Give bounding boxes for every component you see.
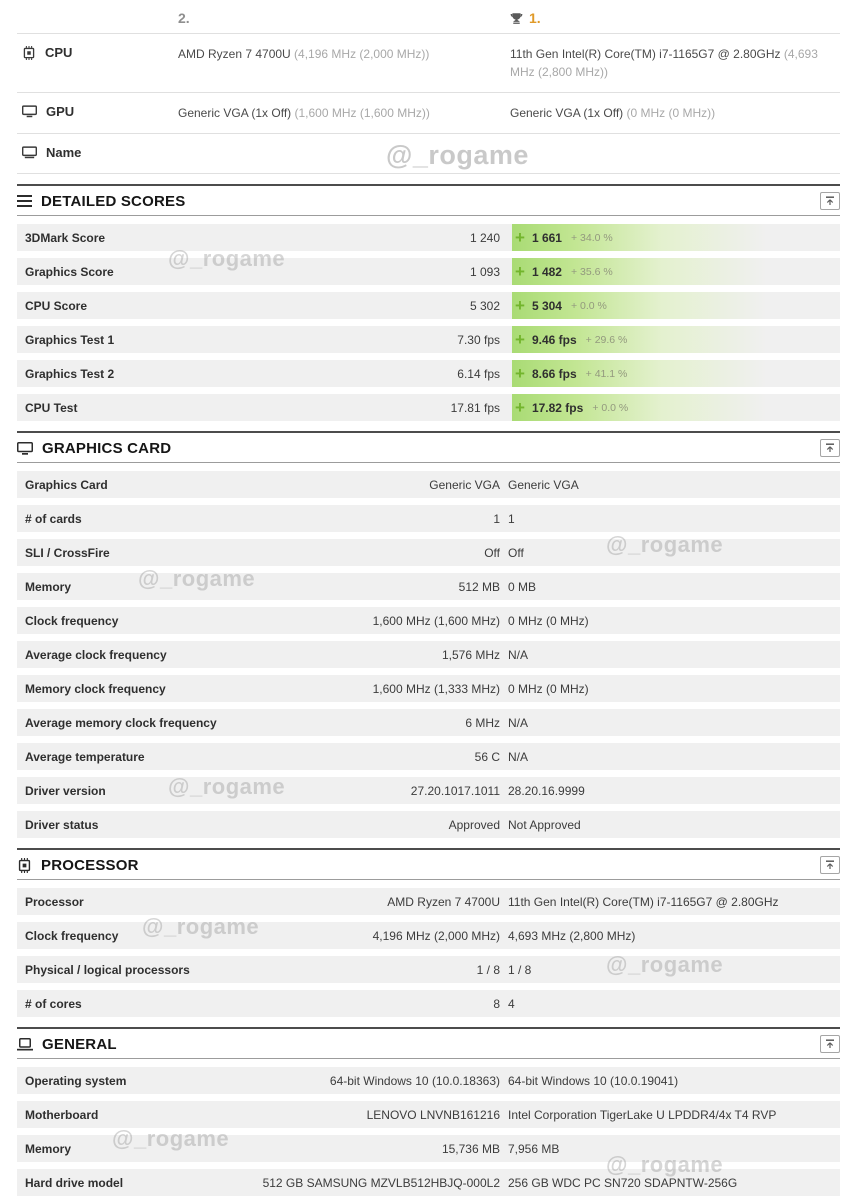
row-label: Driver status [25,817,99,832]
rank2-value: 512 MB [458,579,500,594]
laptop-icon [17,1038,33,1051]
info-row [17,505,840,532]
watermark: @_rogame [168,774,286,799]
rank1-value: Off [508,545,524,560]
score-row [17,326,840,353]
row-label: Graphics Card [25,477,108,492]
plus-icon: + [515,330,525,349]
general-rows [17,1059,840,1196]
rank2-value: Generic VGA [429,477,500,492]
rank2-value: 1 [493,511,500,526]
rank2-value: 1 093 [469,264,500,279]
section-title: DETAILED SCORES [41,192,186,210]
top-row-label: GPU [46,104,75,119]
collapse-button[interactable] [820,439,840,457]
row-label: Memory [25,1141,72,1156]
rank2-value: 6.14 fps [457,366,500,381]
rank1-value: 9.46 fps [531,332,577,347]
rank-header-row [17,6,840,34]
rank2-value: 1 240 [469,230,500,245]
row-label: # of cards [25,511,82,526]
row-label: Clock frequency [25,928,119,943]
winner-highlight [512,224,840,251]
name-icon [22,146,37,159]
rank1-value: 0 MB [508,579,537,594]
info-row [17,573,840,600]
top-row-name [17,134,840,174]
list-icon [17,195,32,207]
rank1-value: 1 482 [531,264,562,279]
delta-percent: + 34.0 % [570,231,613,244]
monitor-icon [17,442,33,455]
gpu-icon [22,105,37,118]
collapse-button[interactable] [820,856,840,874]
rank1-value: 17.82 fps [531,400,584,415]
info-row [17,777,840,804]
rank2-value: AMD Ryzen 7 4700U [387,894,500,909]
plus-icon: + [515,398,525,417]
plus-icon: + [515,364,525,383]
watermark: @_rogame [168,246,286,271]
top-row-cpu [17,34,840,93]
watermark: @_rogame [606,532,724,557]
winner-highlight [512,258,840,285]
plus-icon: + [515,228,525,247]
rank1-value: 0 MHz (0 MHz) [508,613,589,628]
rank1-value: 4 [508,996,515,1011]
section-header [17,1027,840,1059]
row-label: CPU Score [25,298,88,313]
watermark: @_rogame [138,566,256,591]
info-row [17,1135,840,1162]
section-title: GRAPHICS CARD [42,439,172,457]
rank2-value: 5 302 [469,298,500,313]
rank2-value: LENOVO LNVNB161216 [366,1107,500,1122]
section-detailed-scores [17,184,840,421]
watermark: @_rogame [606,1152,724,1177]
row-label: Hard drive model [25,1175,124,1190]
rank2-value: 27.20.1017.1011 [410,783,500,798]
row-label: Graphics Test 1 [25,332,115,347]
row-label: CPU Test [25,400,78,415]
row-label: Graphics Test 2 [25,366,115,381]
winner-highlight [512,394,840,421]
watermark: @_rogame [142,914,260,939]
info-row [17,539,840,566]
row-label: Average temperature [25,749,145,764]
score-row [17,292,840,319]
info-row [17,990,840,1017]
rank2-value: 1,600 MHz (1,333 MHz) [372,681,500,696]
info-row [17,922,840,949]
rank2-value: 15,736 MB [441,1141,500,1156]
watermark: @_rogame [112,1126,230,1151]
cpu-rank2-value: AMD Ryzen 7 4700U (4,196 MHz (2,000 MHz)) [178,47,430,61]
delta-percent: + 29.6 % [585,333,628,346]
watermark: @_rogame [386,140,529,170]
info-row [17,675,840,702]
score-row [17,224,840,251]
score-row [17,394,840,421]
watermark: @_rogame [606,952,724,977]
collapse-button[interactable] [820,1035,840,1053]
rank1-value: 1 [508,511,515,526]
rank1-value: 28.20.16.9999 [508,783,585,798]
rank2-value: 1,600 MHz (1,600 MHz) [372,613,500,628]
delta-percent: + 0.0 % [570,299,607,312]
row-label: Physical / logical processors [25,962,190,977]
rank2-value: 1 / 8 [476,962,500,977]
rank1-value: N/A [508,749,529,764]
row-label: Motherboard [25,1107,99,1122]
row-label: Clock frequency [25,613,119,628]
info-row [17,709,840,736]
info-row [17,1067,840,1094]
info-row [17,888,840,915]
detailed-scores-rows [17,216,840,421]
row-label: Processor [25,894,84,909]
top-row-label: Name [46,145,82,160]
winner-highlight [512,326,840,353]
top-row-gpu [17,93,840,134]
delta-percent: + 41.1 % [585,367,628,380]
rank1-value: 1 / 8 [508,962,532,977]
gpu-rank1-value: Generic VGA (1x Off) (0 MHz (0 MHz)) [510,106,716,120]
rank2-value: Approved [448,817,500,832]
rank1-value: 7,956 MB [508,1141,560,1156]
collapse-button[interactable] [820,192,840,210]
rank1-value: N/A [508,647,529,662]
rank-1-label: 1. [529,10,541,26]
rank1-value: Intel Corporation TigerLake U LPDDR4/4x T4 RVP [508,1107,777,1122]
row-label: Average clock frequency [25,647,167,662]
section-header [17,184,840,216]
row-label: Memory [25,579,72,594]
rank1-value: 1 661 [531,230,562,245]
info-row [17,1101,840,1128]
rank-1 [510,10,840,26]
trophy-icon [510,12,523,25]
rank1-value: 11th Gen Intel(R) Core(TM) i7-1165G7 @ 2.80GHz [508,894,779,909]
rank-2-label: 2. [178,10,190,26]
row-label: Memory clock frequency [25,681,166,696]
row-label: 3DMark Score [25,230,106,245]
delta-percent: + 35.6 % [570,265,613,278]
cpu-icon [22,46,36,60]
section-processor [17,848,840,1017]
graphics-card-rows [17,463,840,838]
winner-highlight [512,360,840,387]
row-label: Driver version [25,783,106,798]
info-row [17,641,840,668]
rank2-value: 7.30 fps [457,332,500,347]
row-label: # of cores [25,996,82,1011]
info-row [17,471,840,498]
rank1-value: Not Approved [508,817,581,832]
section-title: PROCESSOR [41,856,139,874]
top-row-label: CPU [45,45,73,60]
score-row [17,360,840,387]
row-label: SLI / CrossFire [25,545,110,560]
section-general [17,1027,840,1196]
rank2-value: Off [484,545,500,560]
info-row [17,607,840,634]
rank2-value: 4,196 MHz (2,000 MHz) [372,928,500,943]
row-label: Graphics Score [25,264,114,279]
gpu-rank2-value: Generic VGA (1x Off) (1,600 MHz (1,600 MHz)) [178,106,430,120]
rank1-value: Generic VGA [508,477,579,492]
plus-icon: + [515,296,525,315]
rank1-value: 5 304 [531,298,562,313]
rank1-value: 256 GB WDC PC SN720 SDAPNTW-256G [508,1175,738,1190]
row-label: Operating system [25,1073,127,1088]
info-row [17,956,840,983]
cpu-rank1-value: 11th Gen Intel(R) Core(TM) i7-1165G7 @ 2.80GHz (4,693 MHz (2,800 MHz)) [510,47,818,79]
processor-rows [17,880,840,1017]
rank1-value: 0 MHz (0 MHz) [508,681,589,696]
section-header [17,848,840,880]
rank2-value: 512 GB SAMSUNG MZVLB512HBJQ-000L2 [262,1175,500,1190]
rank1-value: 4,693 MHz (2,800 MHz) [508,928,636,943]
info-row [17,743,840,770]
section-title: GENERAL [42,1035,117,1053]
rank2-value: 1,576 MHz [441,647,500,662]
rank2-value: 56 C [474,749,500,764]
chip-icon [17,858,32,873]
winner-highlight [512,292,840,319]
info-row [17,811,840,838]
section-header [17,431,840,463]
rank2-value: 64-bit Windows 10 (10.0.18363) [329,1073,500,1088]
info-row [17,1169,840,1196]
section-graphics-card [17,431,840,838]
plus-icon: + [515,262,525,281]
row-label: Average memory clock frequency [25,715,217,730]
rank1-value: N/A [508,715,529,730]
score-row [17,258,840,285]
rank2-value: 6 MHz [465,715,500,730]
rank2-value: 17.81 fps [450,400,500,415]
rank1-value: 64-bit Windows 10 (10.0.19041) [508,1073,679,1088]
rank1-value: 8.66 fps [531,366,577,381]
rank2-value: 8 [493,996,500,1011]
delta-percent: + 0.0 % [592,401,629,414]
